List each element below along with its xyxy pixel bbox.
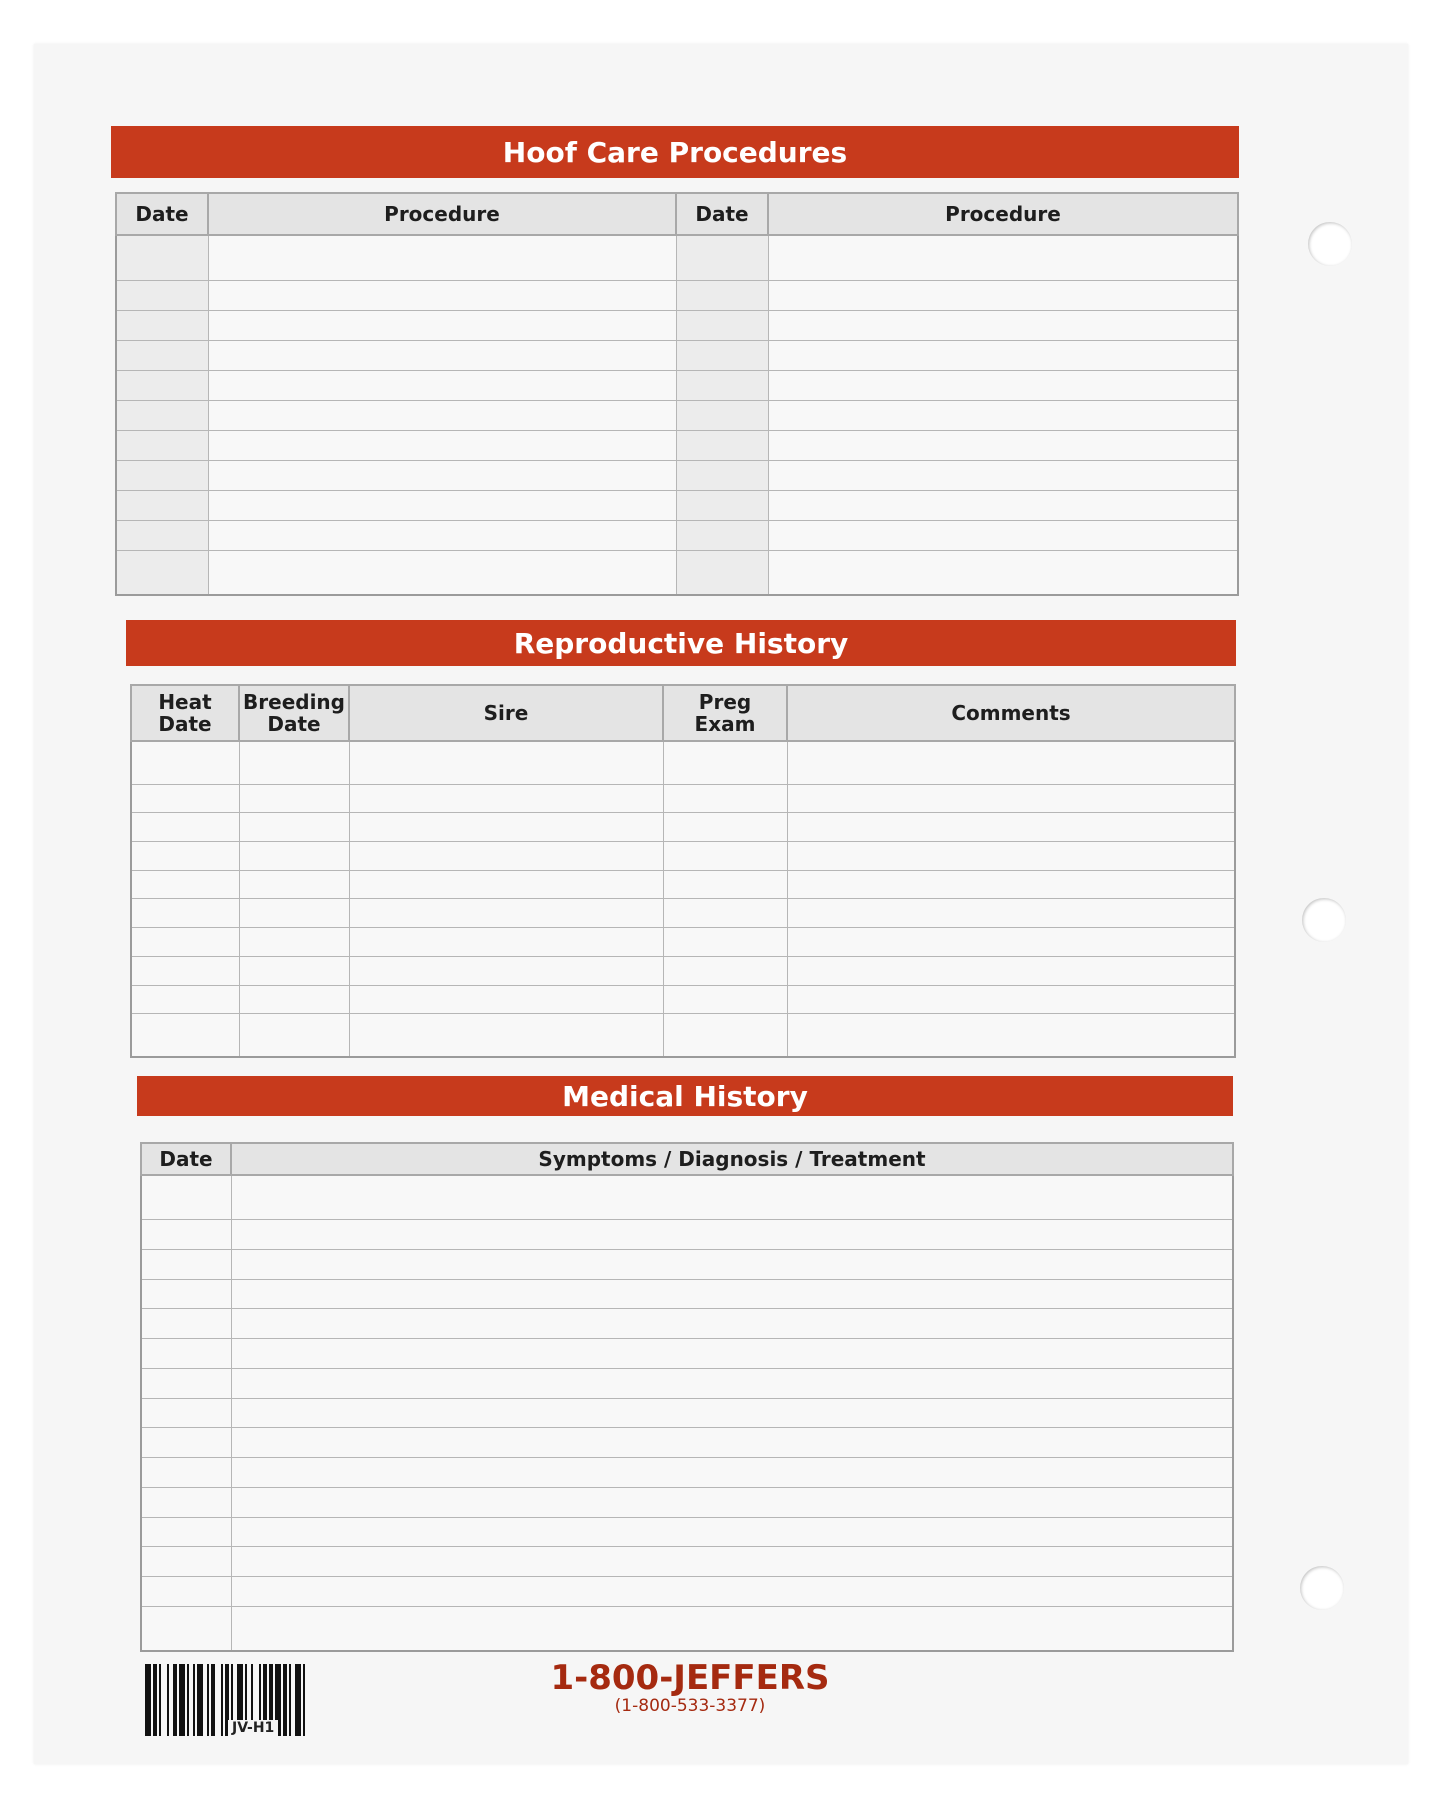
form-row xyxy=(141,1220,1233,1250)
blank-cell xyxy=(141,1249,231,1279)
barcode-bar xyxy=(179,1664,185,1736)
blank-cell xyxy=(239,870,349,899)
blank-cell xyxy=(141,1487,231,1517)
form-row xyxy=(141,1517,1233,1547)
reproductive-history-rows xyxy=(131,741,1235,1057)
form-row xyxy=(141,1398,1233,1428)
barcode-bar xyxy=(303,1664,305,1736)
repro-col-preg-exam-line1: Preg xyxy=(698,690,752,714)
blank-cell xyxy=(116,400,208,430)
blank-cell xyxy=(787,741,1235,784)
blank-cell xyxy=(349,928,663,957)
blank-cell xyxy=(239,842,349,871)
blank-cell xyxy=(141,1398,231,1428)
blank-cell xyxy=(231,1547,1233,1577)
blank-cell xyxy=(116,550,208,595)
hoof-care-title: Hoof Care Procedures xyxy=(502,135,848,169)
blank-cell xyxy=(208,460,676,490)
repro-col-breeding-date xyxy=(239,685,349,741)
blank-cell xyxy=(231,1606,1233,1651)
form-row xyxy=(141,1175,1233,1220)
hoof-col-procedure-1: Procedure xyxy=(208,193,676,235)
barcode-bar xyxy=(283,1664,287,1736)
blank-cell xyxy=(231,1309,1233,1339)
blank-cell xyxy=(663,784,787,813)
medical-history-title: Medical History xyxy=(562,1079,808,1113)
hoof-col-date-2: Date xyxy=(676,193,768,235)
blank-cell xyxy=(676,430,768,460)
barcode-bar xyxy=(173,1664,177,1736)
blank-cell xyxy=(676,280,768,310)
form-row xyxy=(131,870,1235,899)
blank-cell xyxy=(208,490,676,520)
blank-cell xyxy=(231,1279,1233,1309)
repro-col-preg-exam xyxy=(663,685,787,741)
blank-cell xyxy=(239,1014,349,1057)
blank-cell xyxy=(676,400,768,430)
blank-cell xyxy=(239,985,349,1014)
blank-cell xyxy=(663,928,787,957)
medical-col-date: Date xyxy=(141,1143,231,1175)
brand-phone: 1-800-JEFFERS xyxy=(550,1658,830,1698)
blank-cell xyxy=(131,741,239,784)
blank-cell xyxy=(787,1014,1235,1057)
repro-col-breeding-date-line1: Breeding xyxy=(243,690,345,714)
blank-cell xyxy=(239,784,349,813)
blank-cell xyxy=(208,400,676,430)
blank-cell xyxy=(231,1249,1233,1279)
blank-cell xyxy=(231,1175,1233,1220)
blank-cell xyxy=(768,340,1238,370)
blank-cell xyxy=(208,310,676,340)
blank-cell xyxy=(787,784,1235,813)
blank-cell xyxy=(768,490,1238,520)
blank-cell xyxy=(663,985,787,1014)
blank-cell xyxy=(141,1547,231,1577)
blank-cell xyxy=(787,842,1235,871)
form-row xyxy=(116,280,1238,310)
reproductive-history-table xyxy=(130,684,1236,1058)
blank-cell xyxy=(231,1398,1233,1428)
blank-cell xyxy=(676,310,768,340)
form-row xyxy=(141,1458,1233,1488)
form-row xyxy=(116,235,1238,280)
blank-cell xyxy=(116,280,208,310)
barcode-bar xyxy=(207,1664,209,1736)
form-row xyxy=(116,520,1238,550)
blank-cell xyxy=(349,899,663,928)
blank-cell xyxy=(131,842,239,871)
blank-cell xyxy=(141,1279,231,1309)
blank-cell xyxy=(141,1175,231,1220)
hoof-col-procedure-2: Procedure xyxy=(768,193,1238,235)
blank-cell xyxy=(768,520,1238,550)
blank-cell xyxy=(349,985,663,1014)
form-row xyxy=(141,1279,1233,1309)
blank-cell xyxy=(141,1220,231,1250)
blank-cell xyxy=(208,235,676,280)
form-row xyxy=(116,340,1238,370)
repro-col-heat-date-line2: Date xyxy=(158,712,212,736)
blank-cell xyxy=(131,928,239,957)
blank-cell xyxy=(231,1517,1233,1547)
hoof-care-banner xyxy=(111,126,1239,178)
blank-cell xyxy=(141,1577,231,1607)
blank-cell xyxy=(663,870,787,899)
blank-cell xyxy=(663,899,787,928)
repro-col-preg-exam-line2: Exam xyxy=(694,712,756,736)
repro-col-heat-date-line1: Heat xyxy=(158,690,212,714)
repro-col-comments xyxy=(787,685,1235,741)
blank-cell xyxy=(231,1220,1233,1250)
brand-phone-number: (1-800-533-3377) xyxy=(614,1696,766,1716)
blank-cell xyxy=(231,1577,1233,1607)
blank-cell xyxy=(231,1368,1233,1398)
blank-cell xyxy=(676,490,768,520)
medical-history-banner xyxy=(137,1076,1233,1116)
blank-cell xyxy=(116,340,208,370)
form-row xyxy=(116,310,1238,340)
repro-col-sire xyxy=(349,685,663,741)
blank-cell xyxy=(768,280,1238,310)
blank-cell xyxy=(787,899,1235,928)
form-row xyxy=(116,460,1238,490)
blank-cell xyxy=(349,813,663,842)
blank-cell xyxy=(131,870,239,899)
barcode-bar xyxy=(159,1664,161,1736)
blank-cell xyxy=(239,899,349,928)
form-row xyxy=(116,430,1238,460)
binder-hole-bottom xyxy=(1300,1566,1344,1610)
blank-cell xyxy=(231,1487,1233,1517)
blank-cell xyxy=(208,430,676,460)
barcode-bar xyxy=(145,1664,151,1736)
blank-cell xyxy=(141,1309,231,1339)
blank-cell xyxy=(787,956,1235,985)
blank-cell xyxy=(663,741,787,784)
blank-cell xyxy=(131,813,239,842)
blank-cell xyxy=(768,400,1238,430)
blank-cell xyxy=(208,370,676,400)
form-row xyxy=(141,1339,1233,1369)
blank-cell xyxy=(349,741,663,784)
form-row xyxy=(131,899,1235,928)
blank-cell xyxy=(663,1014,787,1057)
form-row xyxy=(116,490,1238,520)
barcode-label: JV-H1 xyxy=(228,1720,278,1736)
blank-cell xyxy=(768,235,1238,280)
blank-cell xyxy=(239,956,349,985)
form-row xyxy=(131,956,1235,985)
repro-col-breeding-date-line2: Date xyxy=(267,712,321,736)
blank-cell xyxy=(768,370,1238,400)
blank-cell xyxy=(131,784,239,813)
binder-hole-top xyxy=(1308,222,1352,266)
blank-cell xyxy=(768,430,1238,460)
blank-cell xyxy=(141,1339,231,1369)
blank-cell xyxy=(663,842,787,871)
form-row xyxy=(141,1309,1233,1339)
blank-cell xyxy=(676,550,768,595)
reproductive-history-banner xyxy=(126,620,1236,666)
blank-cell xyxy=(208,340,676,370)
hoof-col-date-1: Date xyxy=(116,193,208,235)
barcode-bar xyxy=(167,1664,169,1736)
hoof-care-table xyxy=(115,192,1239,596)
form-row xyxy=(116,400,1238,430)
form-row xyxy=(141,1487,1233,1517)
blank-cell xyxy=(349,870,663,899)
blank-cell xyxy=(663,813,787,842)
form-row xyxy=(131,813,1235,842)
form-row xyxy=(141,1368,1233,1398)
blank-cell xyxy=(787,813,1235,842)
blank-cell xyxy=(141,1428,231,1458)
repro-col-sire-label: Sire xyxy=(483,701,529,725)
blank-cell xyxy=(116,460,208,490)
blank-cell xyxy=(239,741,349,784)
blank-cell xyxy=(208,550,676,595)
blank-cell xyxy=(349,842,663,871)
form-row xyxy=(141,1249,1233,1279)
form-row xyxy=(141,1547,1233,1577)
medical-col-symptoms: Symptoms / Diagnosis / Treatment xyxy=(231,1143,1233,1175)
blank-cell xyxy=(663,956,787,985)
form-row xyxy=(131,1014,1235,1057)
blank-cell xyxy=(116,235,208,280)
blank-cell xyxy=(231,1458,1233,1488)
barcode-bar xyxy=(221,1664,223,1736)
blank-cell xyxy=(141,1606,231,1651)
barcode-bar xyxy=(295,1664,301,1736)
blank-cell xyxy=(131,899,239,928)
form-row xyxy=(116,550,1238,595)
blank-cell xyxy=(231,1339,1233,1369)
barcode-bar xyxy=(193,1664,195,1736)
medical-history-table xyxy=(140,1142,1234,1652)
barcode-bar xyxy=(289,1664,291,1736)
blank-cell xyxy=(676,460,768,490)
barcode-bar xyxy=(197,1664,203,1736)
form-row xyxy=(141,1428,1233,1458)
medical-history-rows xyxy=(141,1175,1233,1651)
blank-cell xyxy=(116,490,208,520)
blank-cell xyxy=(131,1014,239,1057)
blank-cell xyxy=(116,370,208,400)
blank-cell xyxy=(239,928,349,957)
blank-cell xyxy=(676,235,768,280)
blank-cell xyxy=(787,870,1235,899)
blank-cell xyxy=(349,956,663,985)
blank-cell xyxy=(676,340,768,370)
barcode-bar xyxy=(187,1664,189,1736)
form-row xyxy=(131,741,1235,784)
brand-footer xyxy=(500,1660,880,1716)
form-row xyxy=(131,928,1235,957)
form-row xyxy=(131,985,1235,1014)
blank-cell xyxy=(141,1368,231,1398)
blank-cell xyxy=(768,550,1238,595)
form-row xyxy=(131,842,1235,871)
blank-cell xyxy=(231,1428,1233,1458)
blank-cell xyxy=(349,1014,663,1057)
blank-cell xyxy=(208,520,676,550)
blank-cell xyxy=(349,784,663,813)
blank-cell xyxy=(131,985,239,1014)
blank-cell xyxy=(116,310,208,340)
blank-cell xyxy=(116,520,208,550)
blank-cell xyxy=(141,1458,231,1488)
blank-cell xyxy=(787,985,1235,1014)
blank-cell xyxy=(768,460,1238,490)
form-row xyxy=(116,370,1238,400)
blank-cell xyxy=(676,370,768,400)
form-row xyxy=(141,1606,1233,1651)
blank-cell xyxy=(676,520,768,550)
barcode-bar xyxy=(153,1664,157,1736)
repro-col-comments-label: Comments xyxy=(951,701,1071,725)
blank-cell xyxy=(116,430,208,460)
blank-cell xyxy=(768,310,1238,340)
form-row xyxy=(141,1577,1233,1607)
reproductive-history-title: Reproductive History xyxy=(513,626,849,660)
form-row xyxy=(131,784,1235,813)
binder-hole-middle xyxy=(1302,898,1346,942)
blank-cell xyxy=(141,1517,231,1547)
blank-cell xyxy=(787,928,1235,957)
repro-col-heat-date xyxy=(131,685,239,741)
blank-cell xyxy=(208,280,676,310)
blank-cell xyxy=(239,813,349,842)
barcode-bar xyxy=(211,1664,215,1736)
hoof-care-rows xyxy=(116,235,1238,595)
blank-cell xyxy=(131,956,239,985)
